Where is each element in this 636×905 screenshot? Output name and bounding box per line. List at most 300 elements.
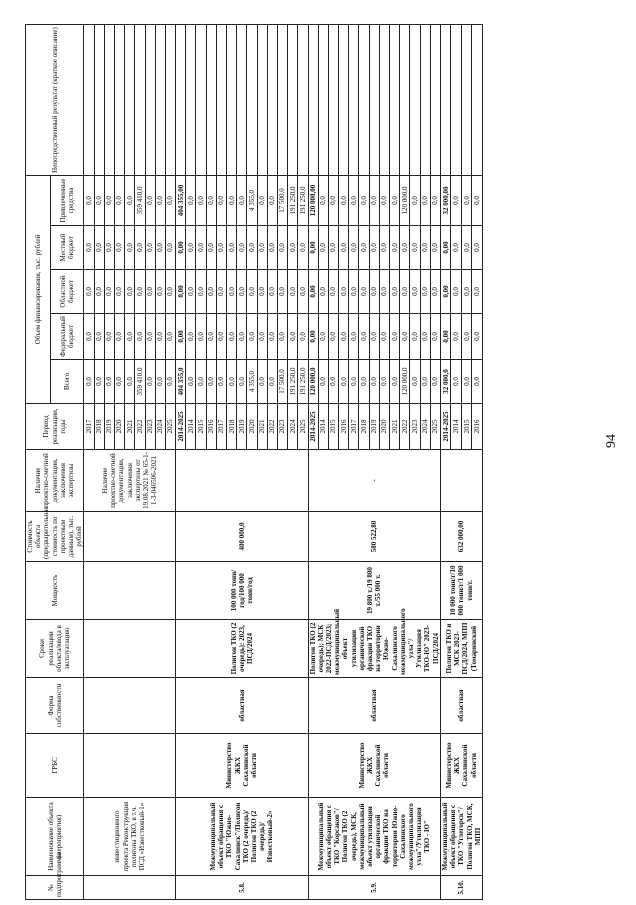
cell-total: 17 500,0 — [277, 360, 287, 404]
cell-federal: 0,0 — [369, 314, 379, 360]
cell-local: 0,0 — [410, 226, 420, 270]
cell-result — [237, 24, 247, 175]
cell-federal: 0,0 — [257, 314, 267, 360]
cell-term: Полигон ТКО (2 очередь); МСК 2022-ПСД/2023; межмуниципальный объект утилизации органической фракции ТКО на территории Южно-Сахалинского межмуниципального узла"/Утилизация ТКО-Ю" 2023-ПСД/2024 — [308, 620, 440, 678]
cell-federal: 0,0 — [216, 314, 226, 360]
cell-period: 2023 — [410, 404, 420, 450]
cell-federal: 0,0 — [237, 314, 247, 360]
cell-total: 120 000,0 — [308, 360, 318, 404]
cell-regional: 0,00 — [440, 270, 451, 314]
cell-result — [196, 24, 206, 175]
cell-regional: 0,0 — [410, 270, 420, 314]
cell-grbs: Министерство ЖКХ Сахалинской области — [176, 734, 308, 798]
cell-attracted: 0,0 — [216, 175, 226, 225]
header-regional: Областной бюджет — [50, 270, 83, 314]
cell-local: 0,0 — [145, 226, 155, 270]
cell-local: 0,0 — [206, 226, 216, 270]
cell-num: 5.8. — [176, 876, 308, 900]
cell-period: 2021 — [390, 404, 400, 450]
cell-result — [104, 24, 114, 175]
cell-result — [349, 24, 359, 175]
cell-federal: 0,0 — [267, 314, 277, 360]
header-result: Непосредственный результат (краткое описание) — [26, 24, 84, 175]
cell-regional: 0,0 — [277, 270, 287, 314]
cell-total: 0,0 — [420, 360, 430, 404]
table-row — [440, 24, 451, 899]
cell-period: 2022 — [135, 404, 145, 450]
cell-local: 0,0 — [247, 226, 257, 270]
cell-design-docs: - — [308, 450, 440, 512]
cell-cost — [84, 512, 176, 562]
cell-federal: 0,0 — [410, 314, 420, 360]
cell-federal: 0,0 — [155, 314, 165, 360]
cell-term: Полигон ТКО (2 очередь): 2023, ПСД/2024 — [176, 620, 308, 678]
cell-result — [135, 24, 145, 175]
cell-ownership: областная — [308, 678, 440, 734]
cell-period: 2021 — [257, 404, 267, 450]
cell-regional: 0,0 — [267, 270, 277, 314]
cell-attracted: 0,0 — [104, 175, 114, 225]
cell-capacity: 100 000 тонн/год/100 000 тонн/год — [176, 562, 308, 620]
cell-attracted: 0,0 — [420, 175, 430, 225]
cell-federal: 0,0 — [451, 314, 462, 360]
cell-attracted: 0,0 — [390, 175, 400, 225]
cell-total: 4 355,0 — [247, 360, 257, 404]
cell-regional: 0,0 — [339, 270, 349, 314]
cell-name: Межмуниципальный объект обращения с ТКО "Корсаков"/Полигон ТКО (2 очередь), МСК, межмуниципальный объект утилизации органической фракции ТКО на территории Южно-Сахалинского межмуниципального узла"/Утилизация ТКО - Ю" — [308, 798, 440, 876]
cell-attracted: 0,0 — [451, 175, 462, 225]
cell-local: 0,0 — [267, 226, 277, 270]
cell-local: 0,0 — [318, 226, 328, 270]
cell-attracted: 0,0 — [318, 175, 328, 225]
cell-regional: 0,0 — [186, 270, 196, 314]
cell-local: 0,0 — [84, 226, 94, 270]
cell-local: 0,0 — [379, 226, 389, 270]
cell-total: 120 000,0 — [400, 360, 410, 404]
cell-total: 0,0 — [318, 360, 328, 404]
cell-attracted: 0,0 — [84, 175, 94, 225]
cell-local: 0,0 — [430, 226, 440, 270]
cell-federal: 0,0 — [349, 314, 359, 360]
cell-federal: 0,0 — [125, 314, 135, 360]
cell-capacity: 19 800 т./19 800 т./55 000 т. — [308, 562, 440, 620]
cell-attracted: 0,0 — [328, 175, 338, 225]
cell-local: 0,0 — [165, 226, 175, 270]
cell-local: 0,0 — [298, 226, 308, 270]
header-federal: Федеральный бюджет — [50, 314, 83, 360]
cell-result — [125, 24, 135, 175]
cell-regional: 0,0 — [379, 270, 389, 314]
cell-total: 0,0 — [145, 360, 155, 404]
cell-total: 0,0 — [227, 360, 237, 404]
header-period: Период реализации, годы — [26, 404, 84, 450]
cell-period: 2025 — [298, 404, 308, 450]
cell-period: 2014-2025 — [308, 404, 318, 450]
cell-regional: 0,0 — [257, 270, 267, 314]
cell-federal: 0,0 — [379, 314, 389, 360]
cell-regional: 0,00 — [176, 270, 186, 314]
cell-local: 0,0 — [277, 226, 287, 270]
cell-result — [440, 24, 451, 175]
cell-local: 0,0 — [400, 226, 410, 270]
header-grbs: ГРБС — [26, 734, 84, 798]
header-cost: Стоимость объекта (предварительная стоимость по проектным данным), тыс. рублей — [26, 512, 84, 562]
cell-local: 0,0 — [135, 226, 145, 270]
cell-attracted: 0,0 — [165, 175, 175, 225]
cell-result — [267, 24, 277, 175]
cell-regional: 0,0 — [390, 270, 400, 314]
cell-cost: 632 000,00 — [440, 512, 482, 562]
cell-name: Межмуниципальный объект обращения с ТКО "Южно-Сахалинск"/Полигон ТКО (2 очередь)/Полигон ТКО (2 очередь)/Известковый-2» — [176, 798, 308, 876]
cell-total: 0,0 — [196, 360, 206, 404]
cell-regional: 0,0 — [298, 270, 308, 314]
cell-period: 2024 — [155, 404, 165, 450]
cell-regional: 0,0 — [472, 270, 483, 314]
cell-attracted: 32 000,00 — [440, 175, 451, 225]
cell-attracted: 17 500,0 — [277, 175, 287, 225]
cell-regional: 0,0 — [84, 270, 94, 314]
table-row — [308, 24, 318, 899]
header-capacity: Мощность — [26, 562, 84, 620]
cell-local: 0,0 — [216, 226, 226, 270]
cell-attracted: 0,0 — [94, 175, 104, 225]
cell-regional: 0,0 — [328, 270, 338, 314]
cell-attracted: 0,0 — [410, 175, 420, 225]
cell-local: 0,0 — [349, 226, 359, 270]
cell-attracted: 191 250,0 — [298, 175, 308, 225]
cell-total: 0,0 — [257, 360, 267, 404]
cell-federal: 0,0 — [84, 314, 94, 360]
cell-period: 2025 — [430, 404, 440, 450]
cell-num — [84, 876, 176, 900]
cell-attracted: 0,0 — [349, 175, 359, 225]
cell-attracted: 0,0 — [155, 175, 165, 225]
page-number: 94 — [604, 434, 619, 448]
cell-period: 2015 — [328, 404, 338, 450]
cell-period: 2022 — [267, 404, 277, 450]
cell-result — [390, 24, 400, 175]
cell-result — [84, 24, 94, 175]
cell-period: 2014 — [451, 404, 462, 450]
cell-result — [430, 24, 440, 175]
cell-result — [165, 24, 175, 175]
rotated-page — [25, 25, 595, 900]
cell-attracted: 0,0 — [379, 175, 389, 225]
cell-total: 0,0 — [84, 360, 94, 404]
cell-regional: 0,0 — [125, 270, 135, 314]
cell-period: 2015 — [196, 404, 206, 450]
cell-regional: 0,0 — [155, 270, 165, 314]
cell-federal: 0,00 — [176, 314, 186, 360]
cell-federal: 0,0 — [298, 314, 308, 360]
cell-federal: 0,0 — [247, 314, 257, 360]
cell-federal: 0,0 — [186, 314, 196, 360]
cell-total: 0,0 — [125, 360, 135, 404]
cell-period: 2017 — [216, 404, 226, 450]
cell-local: 0,00 — [308, 226, 318, 270]
cell-num: 5.10. — [440, 876, 482, 900]
cell-attracted: 0,0 — [369, 175, 379, 225]
cell-attracted: 0,0 — [461, 175, 472, 225]
cell-attracted: 120 000,00 — [308, 175, 318, 225]
cell-period: 2019 — [104, 404, 114, 450]
cell-regional: 0,0 — [430, 270, 440, 314]
funding-table — [25, 24, 483, 900]
cell-period: 2018 — [359, 404, 369, 450]
cell-attracted: 4 355,0 — [247, 175, 257, 225]
cell-regional: 0,0 — [349, 270, 359, 314]
cell-period: 2019 — [369, 404, 379, 450]
cell-total: 359 410,0 — [135, 360, 145, 404]
cell-result — [288, 24, 298, 175]
cell-regional: 0,0 — [165, 270, 175, 314]
cell-local: 0,0 — [227, 226, 237, 270]
cell-result — [410, 24, 420, 175]
header-name: Наименование объекта (мероприятия) — [26, 798, 84, 876]
cell-local: 0,0 — [339, 226, 349, 270]
cell-federal: 0,0 — [339, 314, 349, 360]
cell-total: 0,0 — [461, 360, 472, 404]
cell-regional: 0,0 — [94, 270, 104, 314]
cell-total: 0,0 — [104, 360, 114, 404]
cell-regional: 0,0 — [400, 270, 410, 314]
cell-federal: 0,0 — [135, 314, 145, 360]
cell-total: 0,0 — [410, 360, 420, 404]
header-num: № подпрограммы — [26, 876, 84, 900]
cell-grbs: Министерство ЖКХ Сахалинской области — [308, 734, 440, 798]
cell-local: 0,0 — [472, 226, 483, 270]
cell-result — [176, 24, 186, 175]
cell-result — [155, 24, 165, 175]
header-design-docs: Наличие проектно-сметной документации, заключения экспертизы — [26, 450, 84, 512]
cell-total: 0,0 — [430, 360, 440, 404]
cell-federal: 0,0 — [104, 314, 114, 360]
cell-period: 2017 — [349, 404, 359, 450]
cell-federal: 0,0 — [400, 314, 410, 360]
cell-result — [400, 24, 410, 175]
cell-period: 2019 — [237, 404, 247, 450]
cell-attracted: 0,0 — [125, 175, 135, 225]
cell-regional: 0,0 — [145, 270, 155, 314]
cell-attracted: 0,0 — [430, 175, 440, 225]
cell-regional: 0,0 — [359, 270, 369, 314]
cell-local: 0,0 — [257, 226, 267, 270]
header-total: Всего — [50, 360, 83, 404]
cell-capacity — [84, 562, 176, 620]
cell-ownership — [84, 678, 176, 734]
cell-period: 2021 — [125, 404, 135, 450]
cell-federal: 0,0 — [390, 314, 400, 360]
cell-local: 0,00 — [176, 226, 186, 270]
cell-local: 0,0 — [461, 226, 472, 270]
cell-federal: 0,0 — [420, 314, 430, 360]
cell-cost: 580 522,80 — [308, 512, 440, 562]
cell-total: 0,0 — [267, 360, 277, 404]
cell-period: 2014-2025 — [440, 404, 451, 450]
cell-result — [318, 24, 328, 175]
cell-federal: 0,0 — [94, 314, 104, 360]
cell-local: 0,0 — [328, 226, 338, 270]
cell-result — [257, 24, 267, 175]
cell-period: 2025 — [165, 404, 175, 450]
cell-federal: 0,0 — [359, 314, 369, 360]
cell-federal: 0,0 — [114, 314, 124, 360]
cell-period: 2014-2025 — [176, 404, 186, 450]
cell-federal: 0,0 — [206, 314, 216, 360]
cell-regional: 0,0 — [318, 270, 328, 314]
header-term: Сроки реализации объекта/ввода в эксплуатацию — [26, 620, 84, 678]
cell-total: 0,0 — [155, 360, 165, 404]
cell-attracted: 191 250,0 — [288, 175, 298, 225]
cell-regional: 0,0 — [227, 270, 237, 314]
cell-regional: 0,0 — [135, 270, 145, 314]
cell-attracted: 0,0 — [114, 175, 124, 225]
cell-total: 0,0 — [390, 360, 400, 404]
header-funding: Объем финансирования, тыс. рублей — [26, 175, 51, 403]
cell-total: 0,0 — [369, 360, 379, 404]
cell-period: 2016 — [339, 404, 349, 450]
cell-attracted: 120 000,0 — [400, 175, 410, 225]
cell-result — [369, 24, 379, 175]
cell-result — [216, 24, 226, 175]
cell-result — [461, 24, 472, 175]
cell-grbs: Министерство ЖКХ Сахалинской области — [440, 734, 482, 798]
cell-total: 0,0 — [451, 360, 462, 404]
cell-result — [206, 24, 216, 175]
cell-result — [145, 24, 155, 175]
cell-local: 0,0 — [420, 226, 430, 270]
cell-attracted: 0,0 — [339, 175, 349, 225]
cell-name: инвестиционного проекта Реконструкция полигона ТКО, в т.ч. ПСД «Известковый-1» — [84, 798, 176, 876]
cell-federal: 0,0 — [196, 314, 206, 360]
cell-attracted: 0,0 — [472, 175, 483, 225]
cell-design-docs — [176, 450, 308, 512]
cell-regional: 0,0 — [288, 270, 298, 314]
cell-regional: 0,0 — [206, 270, 216, 314]
cell-period: 2020 — [379, 404, 389, 450]
cell-grbs — [84, 734, 176, 798]
cell-result — [277, 24, 287, 175]
header-attracted: Привлеченные средства — [50, 175, 83, 225]
cell-attracted: 0,0 — [145, 175, 155, 225]
cell-result — [308, 24, 318, 175]
cell-total: 0,0 — [339, 360, 349, 404]
cell-local: 0,00 — [440, 226, 451, 270]
cell-period: 2023 — [145, 404, 155, 450]
cell-regional: 0,0 — [369, 270, 379, 314]
table-row — [84, 24, 94, 899]
cell-result — [114, 24, 124, 175]
cell-design-docs: Наличие проектно-сметной документации, заключения экспертизы от 19.08.2021 № 65-1-1-3-046506-2021 — [84, 450, 176, 512]
cell-local: 0,0 — [390, 226, 400, 270]
cell-attracted: 0,0 — [227, 175, 237, 225]
cell-federal: 0,00 — [308, 314, 318, 360]
cell-period: 2020 — [114, 404, 124, 450]
cell-local: 0,0 — [288, 226, 298, 270]
header-local: Местный бюджет — [50, 226, 83, 270]
cell-result — [186, 24, 196, 175]
cell-local: 0,0 — [237, 226, 247, 270]
cell-result — [298, 24, 308, 175]
cell-period: 2023 — [277, 404, 287, 450]
cell-result — [420, 24, 430, 175]
cell-federal: 0,0 — [277, 314, 287, 360]
cell-attracted: 0,0 — [237, 175, 247, 225]
cell-regional: 0,0 — [420, 270, 430, 314]
cell-period: 2018 — [227, 404, 237, 450]
cell-total: 0,0 — [359, 360, 369, 404]
cell-local: 0,0 — [359, 226, 369, 270]
cell-local: 0,0 — [94, 226, 104, 270]
cell-regional: 0,0 — [451, 270, 462, 314]
cell-attracted: 0,0 — [359, 175, 369, 225]
cell-result — [328, 24, 338, 175]
cell-regional: 0,0 — [114, 270, 124, 314]
cell-total: 0,0 — [349, 360, 359, 404]
cell-regional: 0,0 — [196, 270, 206, 314]
cell-period: 2016 — [472, 404, 483, 450]
cell-regional: 0,0 — [247, 270, 257, 314]
cell-local: 0,0 — [125, 226, 135, 270]
cell-federal: 0,0 — [472, 314, 483, 360]
cell-period: 2024 — [288, 404, 298, 450]
cell-regional: 0,0 — [104, 270, 114, 314]
cell-period: 2014 — [186, 404, 196, 450]
cell-regional: 0,00 — [308, 270, 318, 314]
cell-attracted: 0,0 — [267, 175, 277, 225]
cell-federal: 0,0 — [328, 314, 338, 360]
cell-period: 2016 — [206, 404, 216, 450]
cell-local: 0,0 — [451, 226, 462, 270]
cell-period: 2015 — [461, 404, 472, 450]
cell-federal: 0,0 — [430, 314, 440, 360]
cell-federal: 0,0 — [165, 314, 175, 360]
cell-attracted: 0,0 — [206, 175, 216, 225]
cell-period: 2022 — [400, 404, 410, 450]
cell-result — [227, 24, 237, 175]
cell-total: 32 000,0 — [440, 360, 451, 404]
cell-attracted: 0,0 — [186, 175, 196, 225]
cell-total: 191 250,0 — [288, 360, 298, 404]
cell-attracted: 359 410,0 — [135, 175, 145, 225]
cell-total: 0,0 — [216, 360, 226, 404]
cell-ownership: областная — [440, 678, 482, 734]
cell-local: 0,0 — [155, 226, 165, 270]
cell-capacity: 10 000 тонн/г/10 000 тонн/г/1 000 тонн/г. — [440, 562, 482, 620]
cell-local: 0,0 — [369, 226, 379, 270]
cell-local: 0,0 — [114, 226, 124, 270]
cell-federal: 0,0 — [461, 314, 472, 360]
cell-local: 0,0 — [196, 226, 206, 270]
cell-result — [472, 24, 483, 175]
cell-result — [451, 24, 462, 175]
cell-num: 5.9. — [308, 876, 440, 900]
cell-period: 2020 — [247, 404, 257, 450]
cell-attracted: 404 355,00 — [176, 175, 186, 225]
header-row-1 — [26, 24, 51, 899]
cell-federal: 0,0 — [318, 314, 328, 360]
cell-regional: 0,0 — [237, 270, 247, 314]
cell-result — [94, 24, 104, 175]
cell-design-docs — [440, 450, 482, 512]
cell-total: 0,0 — [165, 360, 175, 404]
cell-regional: 0,0 — [216, 270, 226, 314]
cell-total: 0,0 — [186, 360, 196, 404]
cell-period: 2024 — [420, 404, 430, 450]
cell-term: Полигон ТКО и МСК 2023-ПСД/2024, МПП (Томаринский — [440, 620, 482, 678]
cell-federal: 0,0 — [227, 314, 237, 360]
cell-federal: 0,0 — [288, 314, 298, 360]
